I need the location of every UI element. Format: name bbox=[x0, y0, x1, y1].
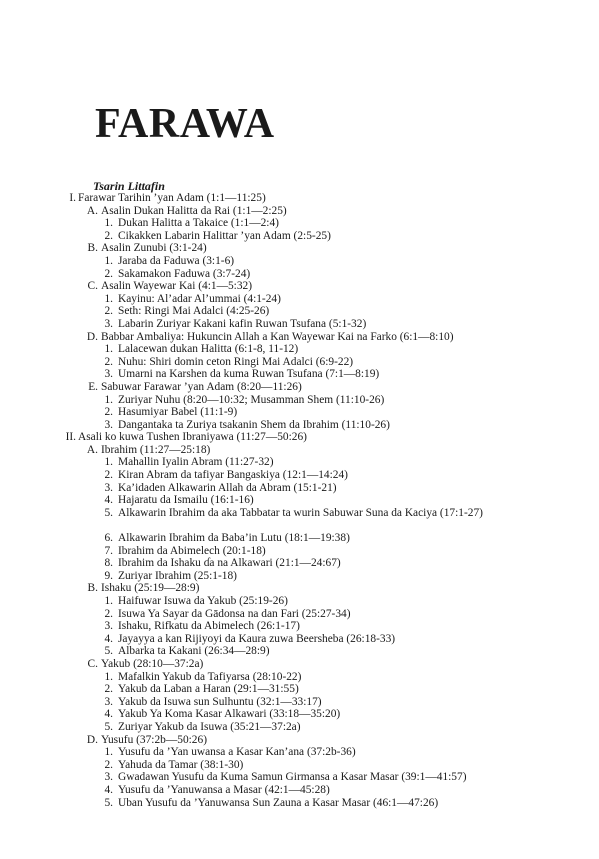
outline-item bbox=[0, 582, 599, 595]
outline-item bbox=[0, 494, 599, 507]
outline-item-text: Jaraba da Faduwa (3:1-6) bbox=[118, 254, 235, 267]
outline-item bbox=[0, 406, 599, 419]
outline-item-marker: 5. bbox=[104, 506, 113, 519]
outline-item-text: Farawar Tarihin ’yan Adam (1:1—11:25) bbox=[78, 192, 266, 204]
outline-item-marker: 5. bbox=[104, 645, 113, 658]
outline-item-text: Babbar Ambaliya: Hukuncin Allah a Kan Wayewar Kai na Farko (6:1—8:10) bbox=[101, 330, 454, 343]
outline-item bbox=[0, 293, 599, 306]
outline-item bbox=[0, 545, 599, 558]
page-title: FARAWA bbox=[95, 101, 275, 147]
outline-item-text: Hajaratu da Ismailu (16:1-16) bbox=[118, 494, 254, 507]
outline-item-text: Haifuwar Isuwa da Yakub (25:19-26) bbox=[118, 595, 288, 607]
outline-item bbox=[0, 230, 599, 243]
outline-item bbox=[0, 608, 599, 621]
outline-item-text: Asalin Dukan Halitta da Rai (1:1—2:25) bbox=[101, 204, 287, 217]
outline-item bbox=[0, 746, 599, 759]
outline-item-text: Yusufu da ’Yan uwansa a Kasar Kan’ana (37:2b-36) bbox=[118, 746, 356, 759]
outline-item bbox=[0, 784, 599, 797]
outline-item-marker: D. bbox=[86, 330, 98, 343]
outline-item-marker: 3. bbox=[104, 317, 113, 330]
outline-item-marker: I. bbox=[69, 192, 76, 204]
outline-item bbox=[0, 645, 599, 658]
outline-item bbox=[0, 444, 599, 457]
outline-item-marker: 3. bbox=[104, 620, 113, 633]
outline-item bbox=[0, 759, 599, 772]
outline-item-text: Lalacewan dukan Halitta (6:1-8, 11-12) bbox=[118, 343, 299, 356]
outline-item-marker: 7. bbox=[104, 544, 113, 557]
outline-item-marker: 3. bbox=[104, 368, 113, 381]
outline-item bbox=[0, 469, 599, 482]
outline-item bbox=[0, 419, 599, 432]
outline-item-marker: A. bbox=[86, 443, 98, 456]
outline-item-text: Nuhu: Shiri domin ceton Ringi Mai Adalci (6:9-22) bbox=[118, 355, 354, 368]
outline-item-text: Ka’idaden Alkawarin Allah da Abram (15:1-21) bbox=[118, 481, 337, 494]
outline-item-text: Albarka ta Kakani (26:34—28:9) bbox=[118, 645, 270, 658]
outline-item-text: Mahallin Iyalin Abram (11:27-32) bbox=[118, 456, 274, 469]
outline-item-marker: E. bbox=[88, 380, 98, 393]
outline-item-marker: 1. bbox=[104, 217, 113, 230]
outline-item-marker: 2. bbox=[104, 305, 113, 318]
outline-item-text: Asalin Zunubi (3:1-24) bbox=[101, 242, 207, 255]
outline-item bbox=[0, 343, 599, 356]
outline-item-marker: A. bbox=[86, 204, 98, 217]
outline-item bbox=[0, 394, 599, 407]
outline-item-marker: B. bbox=[87, 242, 98, 255]
outline-item-marker: 4. bbox=[104, 783, 113, 796]
outline-item-text: Asali ko kuwa Tushen Ibraniyawa (11:27—50:26) bbox=[78, 431, 307, 444]
outline-item bbox=[0, 318, 599, 331]
outline-item-text: Labarin Zuriyar Kakani kafin Ruwan Tsufana (5:1-32) bbox=[118, 317, 367, 330]
outline-item-marker: 2. bbox=[104, 267, 113, 280]
outline-item bbox=[0, 217, 599, 230]
outline-item-marker: C. bbox=[87, 280, 98, 293]
outline-item bbox=[0, 708, 599, 721]
outline-item-text: Yusufu da ’Yanuwansa a Masar (42:1—45:28) bbox=[118, 783, 330, 796]
outline-item-text: Zuriyar Nuhu (8:20—10:32; Musamman Shem (11:10-26) bbox=[118, 393, 385, 406]
outline-item-text: Ishaku, Rifkatu da Abimelech (26:1-17) bbox=[118, 620, 300, 633]
outline-item-text: Isuwa Ya Sayar da Gādonsa na dan Fari (25:27-34) bbox=[118, 607, 351, 620]
outline-item-marker: 1. bbox=[104, 254, 113, 267]
outline-item-text: Zuriyar Ibrahim (25:1-18) bbox=[118, 569, 237, 582]
outline-item-text: Kiran Abram da tafiyar Bangaskiya (12:1—14:24) bbox=[118, 469, 348, 482]
outline-item bbox=[0, 242, 599, 255]
outline-item-marker: 4. bbox=[104, 708, 113, 721]
outline-item bbox=[0, 205, 599, 218]
outline-item-marker: 8. bbox=[104, 557, 113, 570]
outline-item-marker: 3. bbox=[104, 695, 113, 708]
outline-item-marker: D. bbox=[86, 733, 98, 746]
outline-item-text: Seth: Ringi Mai Adalci (4:25-26) bbox=[118, 305, 270, 318]
outline-item-text: Kayinu: Al’adar Al’ummai (4:1-24) bbox=[118, 292, 281, 305]
outline-item-marker: 1. bbox=[104, 746, 113, 759]
outline-item-text: Asalin Wayewar Kai (4:1—5:32) bbox=[101, 280, 253, 293]
outline-item bbox=[0, 696, 599, 709]
outline-item-marker: 1. bbox=[104, 670, 113, 683]
outline-item bbox=[0, 557, 599, 570]
outline-item-text: Mafalkin Yakub da Tafiyarsa (28:10-22) bbox=[118, 670, 302, 683]
outline-item bbox=[0, 671, 599, 684]
outline-item-text: Gwadawan Yusufu da Kuma Samun Girmansa a Kasar Masar (39:1—41:57) bbox=[118, 771, 467, 784]
outline-item bbox=[0, 620, 599, 633]
outline-item-marker: 2. bbox=[104, 355, 113, 368]
outline-item-text: Yusufu (37:2b—50:26) bbox=[101, 733, 207, 746]
outline-item-text: Sakamakon Faduwa (3:7-24) bbox=[118, 267, 251, 280]
outline-list bbox=[0, 192, 599, 809]
outline-item-marker: 2. bbox=[104, 469, 113, 482]
outline-item bbox=[0, 683, 599, 696]
outline-item bbox=[0, 268, 599, 281]
outline-item-text: Uban Yusufu da ’Yanuwansa Sun Zauna a Kasar Masar (46:1—47:26) bbox=[118, 796, 439, 809]
outline-item-text: Umarni na Karshen da kuma Ruwan Tsufana (7:1—8:19) bbox=[118, 368, 380, 381]
outline-item bbox=[0, 570, 599, 583]
outline-item-marker: C. bbox=[87, 657, 98, 670]
outline-item-text: Hasumiyar Babel (11:1-9) bbox=[118, 406, 238, 419]
outline-item-marker: 1. bbox=[104, 343, 113, 356]
outline-item bbox=[0, 532, 599, 545]
outline-item bbox=[0, 633, 599, 646]
outline-item bbox=[0, 331, 599, 344]
outline-item-text: Yakub Ya Koma Kasar Alkawari (33:18—35:20) bbox=[118, 708, 341, 721]
outline-item bbox=[0, 595, 599, 608]
outline-item bbox=[0, 255, 599, 268]
outline-item-marker: B. bbox=[87, 582, 98, 595]
outline-item-text: Dangantaka ta Zuriya tsakanin Shem da Ibrahim (11:10-26) bbox=[118, 418, 390, 431]
outline-item-text: Alkawarin Ibrahim da Baba’in Lutu (18:1—19:38) bbox=[118, 532, 350, 545]
outline-item-marker: 2. bbox=[104, 683, 113, 696]
outline-item-text: Ibrahim (11:27—25:18) bbox=[101, 443, 211, 456]
outline-item-marker: 3. bbox=[104, 481, 113, 494]
outline-item-marker: 5. bbox=[104, 720, 113, 733]
outline-item bbox=[0, 356, 599, 369]
outline-item-marker: 6. bbox=[104, 532, 113, 545]
outline-item bbox=[0, 482, 599, 495]
outline-item-marker: 4. bbox=[104, 632, 113, 645]
outline-item bbox=[0, 368, 599, 381]
outline-item-marker: 3. bbox=[104, 418, 113, 431]
outline-item bbox=[0, 721, 599, 734]
outline-item-text: Ibrahim da Ishaku ɗa na Alkawari (21:1—24:67) bbox=[118, 557, 341, 570]
outline-item-marker: 1. bbox=[104, 292, 113, 305]
outline-item-text: Zuriyar Yakub da Isuwa (35:21—37:2a) bbox=[118, 720, 301, 733]
outline-item-text: Ishaku (25:19—28:9) bbox=[101, 582, 200, 595]
outline-item-text: Yakub (28:10—37:2a) bbox=[101, 657, 204, 670]
outline-item-text: Yakub da Laban a Haran (29:1—31:55) bbox=[118, 683, 299, 696]
outline-item bbox=[0, 658, 599, 671]
outline-item bbox=[0, 305, 599, 318]
outline-item-text: Jayayya a kan Rijiyoyi da Kaura zuwa Beersheba (26:18-33) bbox=[118, 632, 396, 645]
outline-item-text: Yakub da Isuwa sun Sulhuntu (32:1—33:17) bbox=[118, 695, 322, 708]
outline-item bbox=[0, 797, 599, 810]
outline-item-marker: 9. bbox=[104, 569, 113, 582]
outline-item-marker: 2. bbox=[104, 758, 113, 771]
outline-item-marker: 5. bbox=[104, 796, 113, 809]
outline-item-marker: 1. bbox=[104, 393, 113, 406]
outline-item-text: Ibrahim da Abimelech (20:1-18) bbox=[118, 544, 266, 557]
outline-item-marker: 3. bbox=[104, 771, 113, 784]
outline-item-marker: 1. bbox=[104, 595, 113, 607]
outline-item-text: Yahuda da Tamar (38:1-30) bbox=[118, 758, 244, 771]
outline-item-marker: 4. bbox=[104, 494, 113, 507]
outline-item-marker: 2. bbox=[104, 229, 113, 242]
outline-item bbox=[0, 192, 599, 205]
outline-item-marker: 2. bbox=[104, 406, 113, 419]
outline-item-text: Sabuwar Farawar ’yan Adam (8:20—11:26) bbox=[101, 380, 302, 393]
outline-item bbox=[0, 456, 599, 469]
outline-item bbox=[0, 280, 599, 293]
outline-item bbox=[0, 507, 599, 532]
outline-item bbox=[0, 734, 599, 747]
outline-item bbox=[0, 771, 599, 784]
outline-item-text: Cikakken Labarin Halittar ’yan Adam (2:5-25) bbox=[118, 229, 331, 242]
outline-item bbox=[0, 381, 599, 394]
outline-item-marker: 1. bbox=[104, 456, 113, 469]
outline-item-marker: 2. bbox=[104, 607, 113, 620]
outline-item-text: Alkawarin Ibrahim da aka Tabbatar ta wurin Sabuwar Suna da Kaciya (17:1-27) bbox=[118, 506, 483, 519]
outline-heading: Tsarin Littafin bbox=[93, 179, 165, 193]
outline-item-text: Dukan Halitta a Takaice (1:1—2:4) bbox=[118, 217, 279, 230]
outline-item bbox=[0, 431, 599, 444]
outline-item-marker: II. bbox=[65, 431, 76, 444]
